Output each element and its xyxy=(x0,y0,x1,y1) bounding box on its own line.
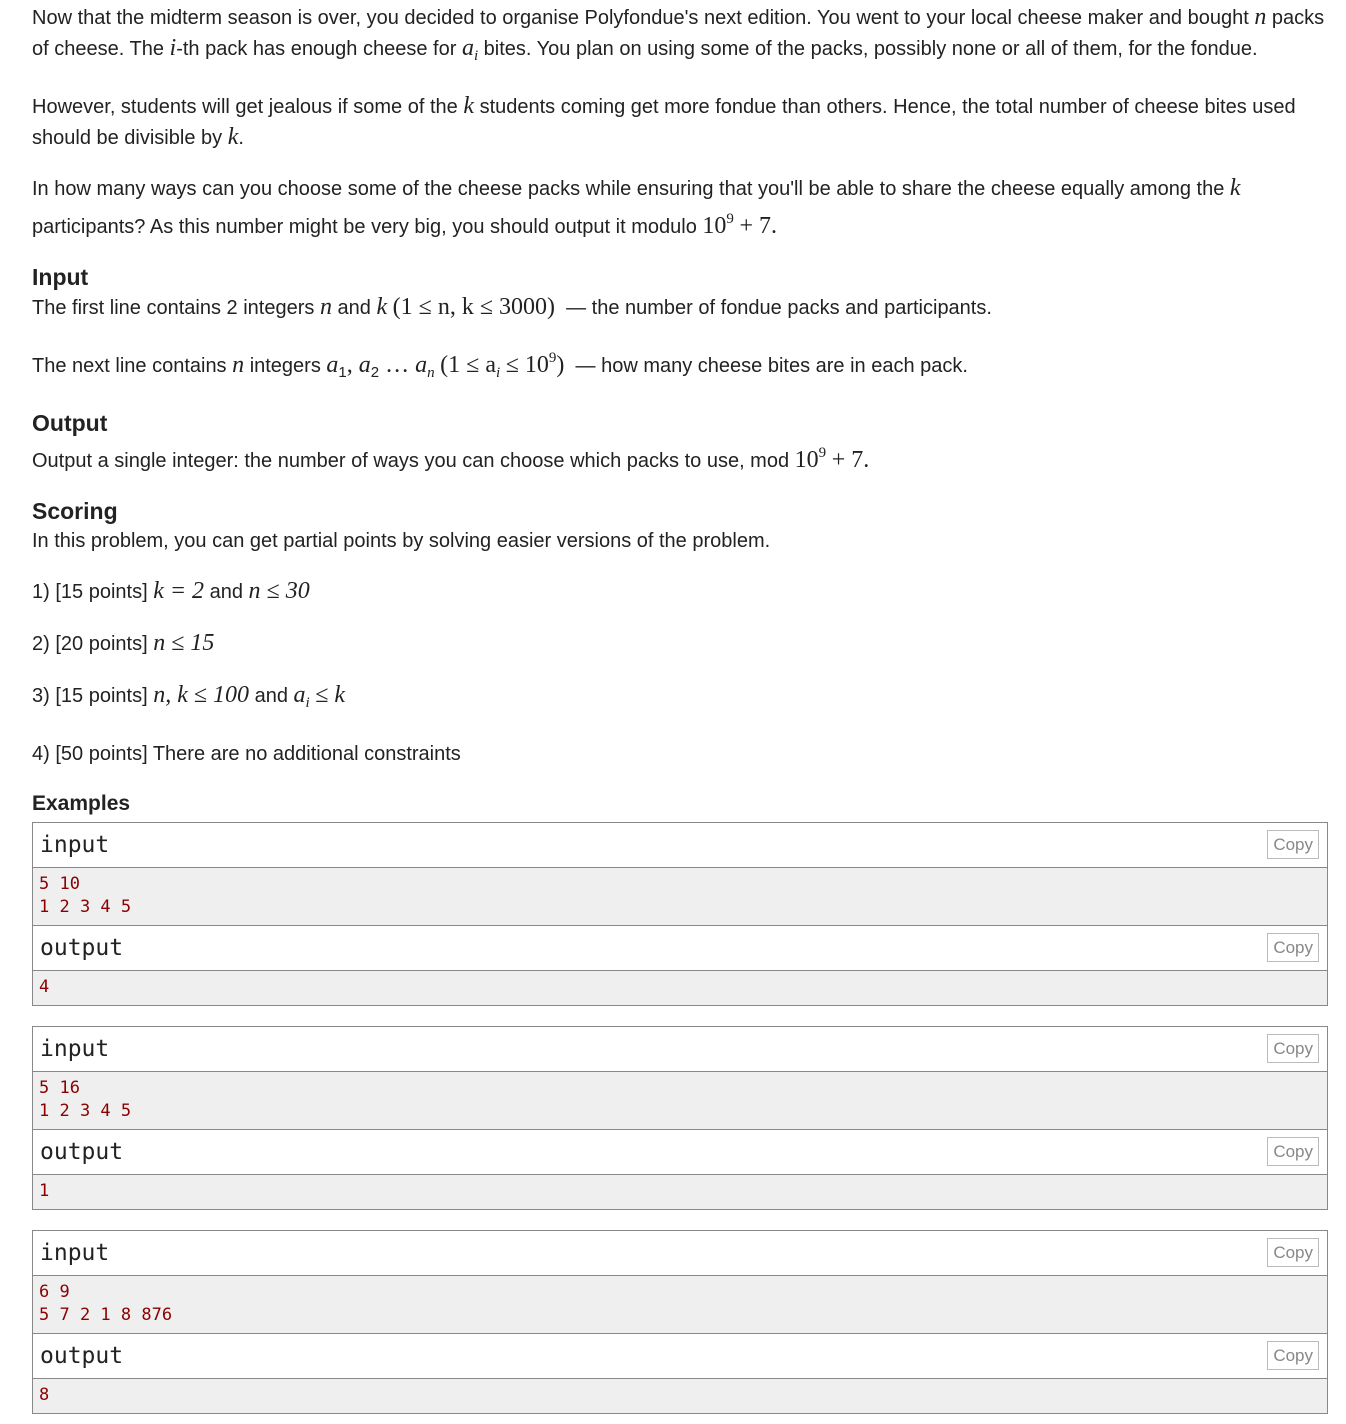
scoring-intro: In this problem, you can get partial points by solving easier versions of the problem. xyxy=(32,530,771,552)
example-input-header: input Copy xyxy=(33,1027,1327,1072)
example-input-header: input Copy xyxy=(33,1231,1327,1276)
example-output-body: 1 xyxy=(33,1175,1327,1209)
statement-paragraph-2: However, students will get jealous if some of the k students coming get more fondue than others. Hence, the total number of cheese bites used should be divisible by k. xyxy=(32,93,1296,150)
copy-input-button[interactable]: Copy xyxy=(1267,830,1319,859)
example-output-header: output Copy xyxy=(33,1333,1327,1379)
copy-output-button[interactable]: Copy xyxy=(1267,1341,1319,1370)
scoring-title: Scoring xyxy=(32,498,118,524)
example-input-body: 5 10 1 2 3 4 5 xyxy=(33,868,1327,925)
example-output-header: output Copy xyxy=(33,1129,1327,1175)
example-input-body: 5 16 1 2 3 4 5 xyxy=(33,1072,1327,1129)
example-output-body: 4 xyxy=(33,971,1327,1005)
statement-paragraph-3: In how many ways can you choose some of the cheese packs while ensuring that you'll be able to share the cheese equally among the k participants? As this number might be very big, you should output it modulo $10^9 + 7$. xyxy=(32,175,1241,239)
example-1 xyxy=(32,822,1328,1006)
scoring-item-3: 3) [15 points] n, k ≤ 100 and $a_i \le k$ xyxy=(32,682,346,711)
copy-input-button[interactable]: Copy xyxy=(1267,1238,1319,1267)
input-line-2: The next line contains n integers $a_1$, $a_2$ … $a_n$ $(1 \le a_i \le 10^9)$ — how many cheese bites are in each pack. xyxy=(32,350,968,381)
copy-output-button[interactable]: Copy xyxy=(1267,933,1319,962)
copy-output-button[interactable]: Copy xyxy=(1267,1137,1319,1166)
scoring-item-4: 4) [50 points] There are no additional constraints xyxy=(32,743,461,765)
scoring-item-2: 2) [20 points] n ≤ 15 xyxy=(32,630,215,656)
example-output-body: 8 xyxy=(33,1379,1327,1413)
output-text: Output a single integer: the number of ways you can choose which packs to use, mod $10^9 + 7$. xyxy=(32,445,870,473)
input-line-1: The first line contains 2 integers n and k (1 ≤ n, k ≤ 3000) — the number of fondue packs and participants. xyxy=(32,294,992,320)
example-2 xyxy=(32,1026,1328,1210)
statement-paragraph-1: Now that the midterm season is over, you decided to organise Polyfondue's next edition. You went to your local cheese maker and bought n packs of cheese. The i-th pack has enough cheese for $a_i$ bites. You plan on using some of the packs, possibly none or all of them, for the fondue. xyxy=(32,4,1325,64)
output-section xyxy=(32,408,1326,476)
scoring-section xyxy=(32,496,1326,769)
example-3 xyxy=(32,1230,1328,1414)
output-title: Output xyxy=(32,410,108,436)
example-input-header: input Copy xyxy=(33,823,1327,868)
scoring-item-1: 1) [15 points] k = 2 and n ≤ 30 xyxy=(32,578,310,604)
example-input-body: 6 9 5 7 2 1 8 876 xyxy=(33,1276,1327,1333)
examples-section xyxy=(32,790,1326,1414)
example-output-header: output Copy xyxy=(33,925,1327,971)
input-section xyxy=(32,262,1326,388)
copy-input-button[interactable]: Copy xyxy=(1267,1034,1319,1063)
input-title: Input xyxy=(32,264,89,290)
examples-title: Examples xyxy=(32,792,131,815)
